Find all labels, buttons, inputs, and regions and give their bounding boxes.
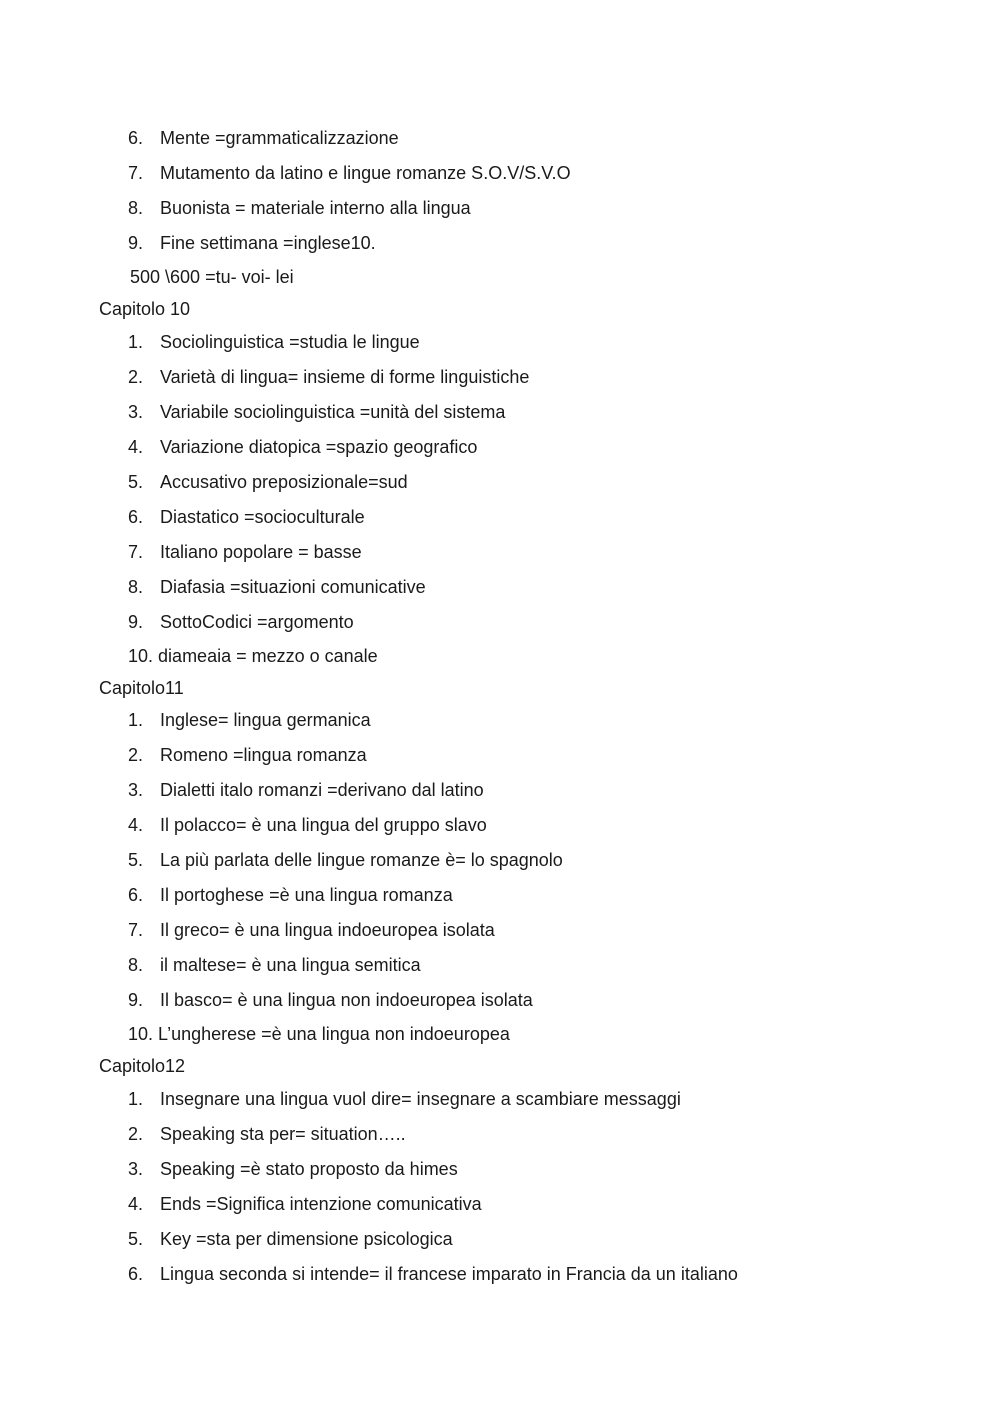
list-text: Speaking sta per= situation….. <box>160 1124 406 1144</box>
list-item <box>0 1222 1000 1257</box>
list-number: 4. <box>128 437 144 457</box>
list-number: 9. <box>128 612 144 632</box>
list-item <box>0 430 1000 465</box>
list-number: 8. <box>128 198 144 218</box>
list-item <box>0 703 1000 738</box>
list-item <box>0 1152 1000 1187</box>
list-item <box>0 500 1000 535</box>
list-number: 3. <box>128 1159 144 1179</box>
list-item <box>0 913 1000 948</box>
list-number: 1. <box>128 332 144 352</box>
list-text: Il portoghese =è una lingua romanza <box>160 885 453 905</box>
list-item <box>0 843 1000 878</box>
list-number: 7. <box>128 542 144 562</box>
list-item <box>0 156 1000 191</box>
list-number: 1. <box>128 710 144 730</box>
continuation-line: 500 \600 =tu- voi- lei <box>130 267 294 287</box>
list-text: Italiano popolare = basse <box>160 542 362 562</box>
list-item <box>0 1082 1000 1117</box>
list-number: 4. <box>128 815 144 835</box>
list-item <box>0 1257 1000 1292</box>
list-item <box>0 395 1000 430</box>
list-number: 10. <box>128 646 154 666</box>
list-text: Ends =Significa intenzione comunicativa <box>160 1194 482 1214</box>
list-item <box>0 773 1000 808</box>
list-item <box>0 226 1000 261</box>
list-item <box>0 983 1000 1018</box>
list-text: Accusativo preposizionale=sud <box>160 472 408 492</box>
list-number: 4. <box>128 1194 144 1214</box>
list-text: Variazione diatopica =spazio geografico <box>160 437 478 457</box>
list-text: Fine settimana =inglese10. <box>160 233 376 253</box>
list-item <box>0 465 1000 500</box>
list-item <box>0 360 1000 395</box>
chapter11-list <box>0 703 1000 1082</box>
list-text: Lingua seconda si intende= il francese imparato in Francia da un italiano <box>160 1264 738 1284</box>
chapter-heading: Capitolo12 <box>99 1056 186 1076</box>
list-number: 5. <box>128 1229 144 1249</box>
chapter-heading: Capitolo 10 <box>99 299 191 319</box>
list-text: Dialetti italo romanzi =derivano dal latino <box>160 780 484 800</box>
list-item <box>0 605 1000 640</box>
chapter-heading: Capitolo11 <box>99 678 184 698</box>
list-item <box>0 1018 1000 1050</box>
list-number: 5. <box>128 850 144 870</box>
list-number: 2. <box>128 1124 144 1144</box>
list-text: diameaia = mezzo o canale <box>158 646 378 666</box>
list-number: 6. <box>128 1264 144 1284</box>
list-number: 2. <box>128 367 144 387</box>
list-number: 9. <box>128 990 144 1010</box>
list-text: Variabile sociolinguistica =unità del sistema <box>160 402 506 422</box>
list-number: 7. <box>128 920 144 940</box>
list-item <box>0 1187 1000 1222</box>
list-text: Diafasia =situazioni comunicative <box>160 577 426 597</box>
chapter10-list <box>0 325 1000 704</box>
chapter12-list <box>0 1082 1000 1292</box>
list-text: Diastatico =socioculturale <box>160 507 365 527</box>
list-text: Inglese= lingua germanica <box>160 710 371 730</box>
list-number: 2. <box>128 745 144 765</box>
list-text: il maltese= è una lingua semitica <box>160 955 421 975</box>
list-text: L’ungherese =è una lingua non indoeuropea <box>158 1024 510 1044</box>
list-number: 6. <box>128 128 144 148</box>
list-number: 5. <box>128 472 144 492</box>
list-item <box>0 878 1000 913</box>
list-number: 10. <box>128 1024 154 1044</box>
list-item <box>0 808 1000 843</box>
list-text: Key =sta per dimensione psicologica <box>160 1229 453 1249</box>
list-item <box>0 191 1000 226</box>
list-item <box>0 570 1000 605</box>
list-text: Il polacco= è una lingua del gruppo slavo <box>160 815 487 835</box>
list-number: 6. <box>128 507 144 527</box>
list-text: Mutamento da latino e lingue romanze S.O.V/S.V.O <box>160 163 571 183</box>
list-item <box>0 1117 1000 1152</box>
list-number: 6. <box>128 885 144 905</box>
list-text: Il basco= è una lingua non indoeuropea isolata <box>160 990 533 1010</box>
list-number: 8. <box>128 577 144 597</box>
list-text: Il greco= è una lingua indoeuropea isolata <box>160 920 495 940</box>
list-text: Sociolinguistica =studia le lingue <box>160 332 420 352</box>
list-number: 9. <box>128 233 144 253</box>
list-item <box>0 640 1000 672</box>
list-item <box>0 738 1000 773</box>
top-list <box>0 121 1000 325</box>
list-text: Speaking =è stato proposto da himes <box>160 1159 458 1179</box>
list-number: 1. <box>128 1089 144 1109</box>
list-number: 7. <box>128 163 144 183</box>
list-item <box>0 535 1000 570</box>
list-text: Buonista = materiale interno alla lingua <box>160 198 471 218</box>
list-item <box>0 121 1000 156</box>
list-text: Mente =grammaticalizzazione <box>160 128 399 148</box>
list-item <box>0 948 1000 983</box>
list-item <box>0 325 1000 360</box>
list-text: La più parlata delle lingue romanze è= lo spagnolo <box>160 850 563 870</box>
list-number: 3. <box>128 780 144 800</box>
list-number: 8. <box>128 955 144 975</box>
list-text: SottoCodici =argomento <box>160 612 354 632</box>
list-text: Insegnare una lingua vuol dire= insegnare a scambiare messaggi <box>160 1089 681 1109</box>
list-number: 3. <box>128 402 144 422</box>
list-text: Romeno =lingua romanza <box>160 745 367 765</box>
list-text: Varietà di lingua= insieme di forme linguistiche <box>160 367 530 387</box>
